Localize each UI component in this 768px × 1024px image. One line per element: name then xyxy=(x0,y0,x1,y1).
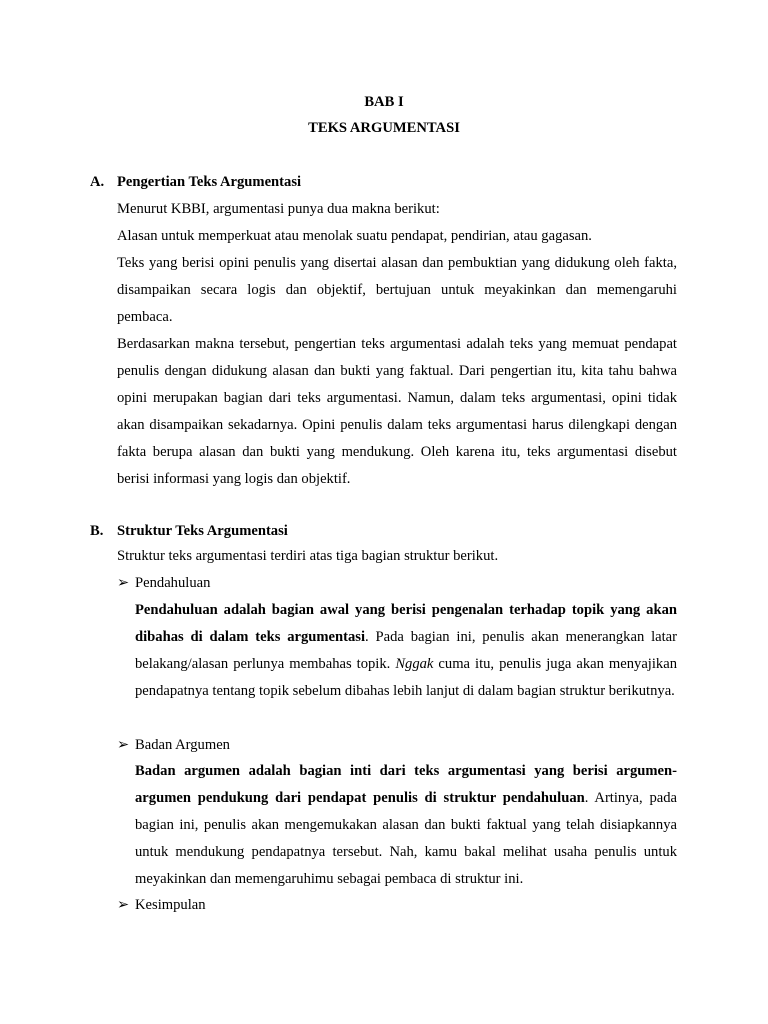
chapter-label: BAB I xyxy=(364,94,404,110)
pendahuluan-bold-lead: Pendahuluan adalah bagian awal yang berisi pengenalan terhadap topik yang akan dibahas di dalam teks argumentasi xyxy=(135,602,677,645)
document-title: TEKS ARGUMENTASI xyxy=(308,120,460,136)
arrow-bullet-icon: ➢ xyxy=(117,575,130,591)
section-a-paragraph: Alasan untuk memperkuat atau menolak suatu pendapat, pendirian, atau gagasan. xyxy=(117,228,592,244)
section-b-heading: Struktur Teks Argumentasi xyxy=(117,523,288,539)
section-b-intro: Struktur teks argumentasi terdiri atas tiga bagian struktur berikut. xyxy=(117,548,499,564)
pendahuluan-text-continued: cuma itu, penulis juga akan menyajikan pendapatnya tentang topik sebelum dibahas lebih lanjut di dalam bagian struktur berikutnya. xyxy=(135,656,677,699)
section-a-marker: A. xyxy=(90,174,105,190)
section-a-paragraph: Menurut KBBI, argumentasi punya dua makna berikut: xyxy=(117,201,440,217)
badan-argumen-description xyxy=(135,758,677,893)
pendahuluan-description xyxy=(135,597,677,705)
bullet-label: Pendahuluan xyxy=(135,575,211,591)
bullet-label: Badan Argumen xyxy=(135,737,230,753)
pendahuluan-italic-word: Nggak xyxy=(395,656,434,672)
badan-argumen-bold-lead: Badan argumen adalah bagian inti dari teks argumentasi yang berisi argumen-argumen pendukung dari pendapat penulis di struktur pendahuluan xyxy=(135,763,677,806)
section-b-marker: B. xyxy=(90,523,104,539)
section-a-heading: Pengertian Teks Argumentasi xyxy=(117,174,302,190)
section-a-paragraph: Teks yang berisi opini penulis yang disertai alasan dan pembuktian yang didukung oleh fakta, disampaikan secara logis dan objektif, bertujuan untuk meyakinkan dan memengaruhi pembaca. xyxy=(117,255,677,325)
section-a-paragraph: Berdasarkan makna tersebut, pengertian teks argumentasi adalah teks yang memuat pendapat penulis dengan didukung alasan dan bukti yang faktual. Dari pengertian itu, kita tahu bahwa opini merupakan bagian dari teks argumentasi. Namun, dalam teks argumentasi, opini tidak akan disampaikan sekadarnya. Opini penulis dalam teks argumentasi harus dilengkapi dengan fakta berupa alasan dan bukti yang mendukung. Oleh karena itu, teks argumentasi disebut berisi informasi yang logis dan objektif. xyxy=(117,336,677,487)
bullet-item-pendahuluan xyxy=(117,570,210,597)
badan-argumen-text: . Artinya, pada bagian ini, penulis akan mengemukakan alasan dan bukti faktual yang telah disiapkannya untuk mendukung pendapatnya tersebut. Nah, kamu bakal melihat usaha penulis untuk meyakinkan dan memengaruhimu sebagai pembaca di struktur ini. xyxy=(135,790,677,887)
arrow-bullet-icon: ➢ xyxy=(117,897,130,913)
arrow-bullet-icon: ➢ xyxy=(117,737,130,753)
bullet-item-badan-argumen xyxy=(117,732,230,759)
bullet-label: Kesimpulan xyxy=(135,897,206,913)
pendahuluan-text: . Pada bagian ini, penulis akan menerangkan latar belakang/alasan perlunya membahas topik. xyxy=(135,629,677,672)
bullet-item-kesimpulan xyxy=(117,892,206,919)
